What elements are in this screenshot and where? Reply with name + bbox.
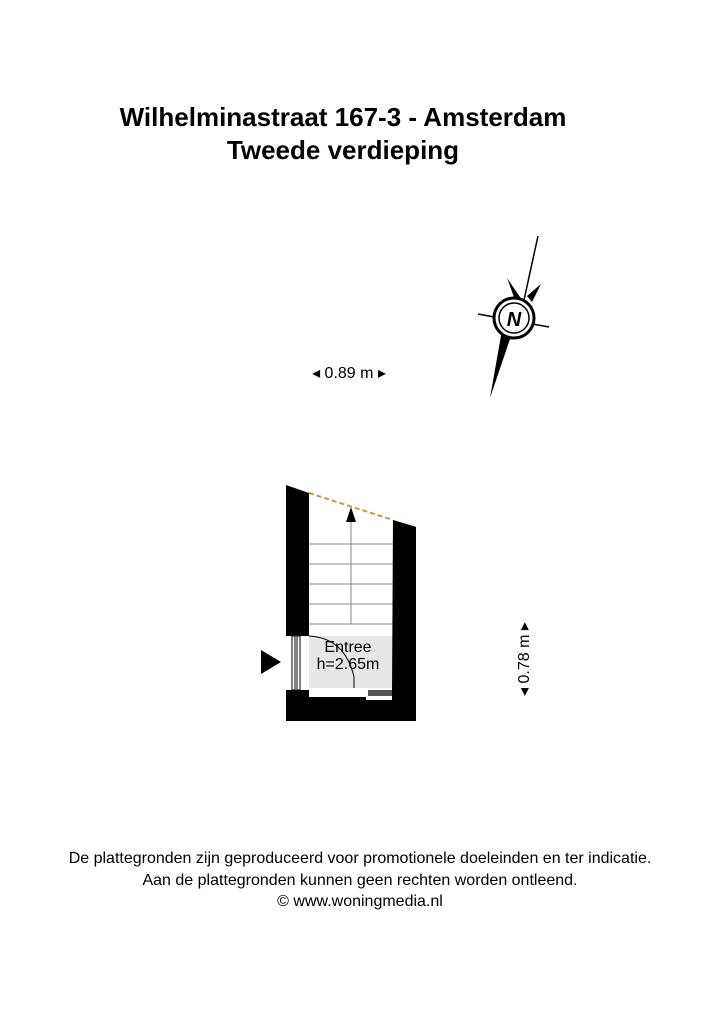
height-dimension: ◂ 0.78 m ▸ bbox=[516, 622, 533, 696]
room-name: Entree bbox=[324, 639, 372, 656]
compass-label: N bbox=[506, 309, 522, 331]
floor-title: Tweede verdieping bbox=[226, 135, 460, 165]
address-title: Wilhelminastraat 167-3 - Amsterdam bbox=[119, 102, 567, 132]
room-height: h=2.65m bbox=[316, 656, 380, 673]
entrance-arrow-icon bbox=[261, 650, 281, 674]
width-dimension: ◂ 0.89 m ▸ bbox=[312, 365, 386, 382]
meter-box bbox=[368, 690, 392, 696]
compass-icon bbox=[478, 236, 549, 398]
copyright-link[interactable]: © www.woningmedia.nl bbox=[277, 893, 443, 910]
disclaimer-line-1: De plattegronden zijn geproduceerd voor promotionele doeleinden en ter indicatie. bbox=[68, 850, 652, 867]
disclaimer-line-2: Aan de plattegronden kunnen geen rechten worden ontleend. bbox=[142, 872, 578, 889]
